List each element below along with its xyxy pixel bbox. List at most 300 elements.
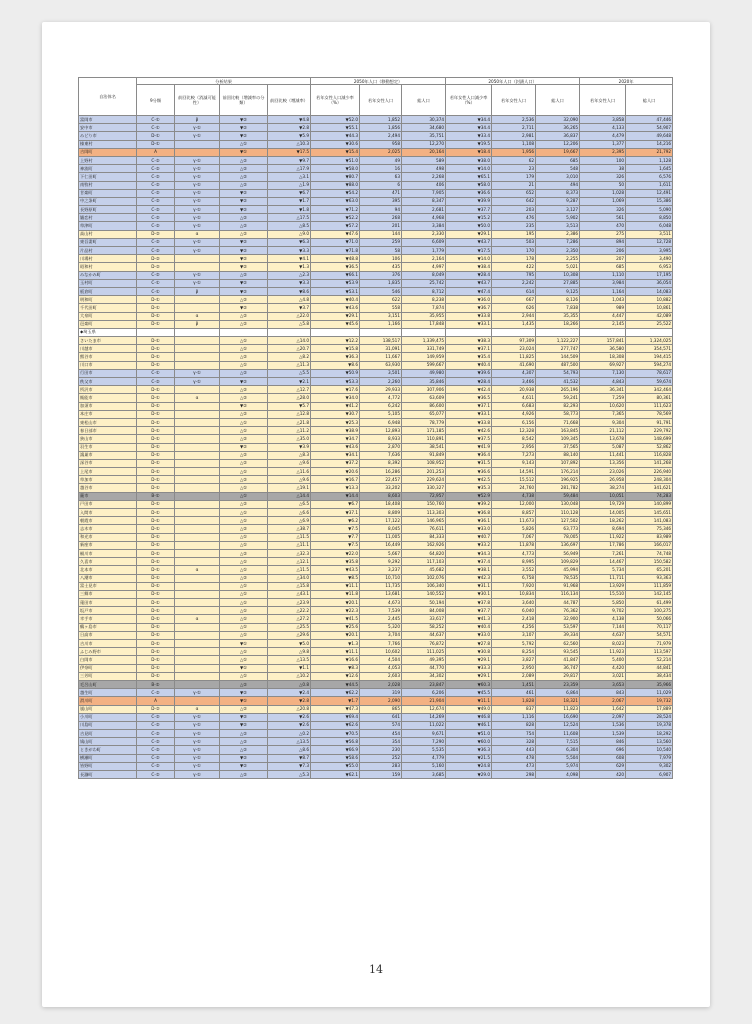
cell-rate-a: ▼15.4: [311, 148, 360, 156]
cell-women-b: 2,418: [492, 615, 536, 623]
cell-prev-compare: γ-①: [175, 197, 220, 205]
table-row: [79, 599, 673, 607]
cell-name: 深谷市: [79, 459, 137, 467]
cell-prev-rate: △38.7: [268, 525, 311, 533]
cell-total-a: 406: [402, 181, 446, 189]
cell-prev-compare: [175, 337, 220, 345]
cell-women-2020: 11,441: [580, 451, 626, 459]
cell-name: 長野原町: [79, 206, 137, 214]
cell-women-2020: 9,702: [580, 607, 626, 615]
cell-prev-type: ▼①: [220, 697, 268, 705]
cell-prev-compare: γ-①: [175, 730, 220, 738]
cell-name: 東松山市: [79, 418, 137, 426]
cell-class: C-②: [137, 165, 175, 173]
cell-total-a: 8,238: [402, 296, 446, 304]
table-row: [79, 451, 673, 459]
cell-class: D-①: [137, 484, 175, 492]
cell-prev-rate: ▼2.6: [268, 721, 311, 729]
cell-rate-a: ▼29.1: [311, 312, 360, 320]
cell-women-b: 2,089: [492, 672, 536, 680]
cell-women-b: 4,773: [492, 549, 536, 557]
cell-total-a: 49,395: [402, 656, 446, 664]
cell-rate-a: ▼57.2: [311, 222, 360, 230]
cell-prev-compare: α: [175, 230, 220, 238]
table-row: [79, 607, 673, 615]
cell-women-b: 461: [492, 689, 536, 697]
cell-total-b: 5,021: [536, 263, 580, 271]
cell-total-a: 599,667: [402, 361, 446, 369]
cell-women-b: 23,024: [492, 345, 536, 353]
cell-women-2020: 5,850: [580, 599, 626, 607]
cell-prev-type: △①: [220, 361, 268, 369]
cell-prev-compare: [175, 386, 220, 394]
cell-women-b: 2,981: [492, 132, 536, 140]
page-number: 14: [369, 963, 383, 976]
header-prev-type: 前回比較（増減率の分類）: [220, 85, 268, 116]
cell-total-a: 84,333: [402, 533, 446, 541]
cell-name: 高山村: [79, 230, 137, 238]
cell-prev-type: ▼②: [220, 255, 268, 263]
cell-women-a: 8,392: [360, 459, 402, 467]
cell-rate-a: ▼51.0: [311, 156, 360, 164]
cell-women-a: 8,603: [360, 492, 402, 500]
cell-women-a: 9,292: [360, 558, 402, 566]
cell-total-b: 18,266: [536, 320, 580, 328]
cell-women-2020: 843: [580, 689, 626, 697]
cell-prev-compare: [175, 353, 220, 361]
cell-rate-a: ▼8.6: [311, 361, 360, 369]
cell-women-b: 6,040: [492, 607, 536, 615]
cell-prev-compare: γ-①: [175, 181, 220, 189]
cell-rate-b: ▼41.3: [446, 615, 492, 623]
cell-rate-a: ▼71.8: [311, 247, 360, 255]
cell-women-b: 7,273: [492, 451, 536, 459]
table-row: [79, 328, 673, 336]
cell-total-b: 109,345: [536, 435, 580, 443]
table-row: [79, 386, 673, 394]
cell-women-a: 12,893: [360, 427, 402, 435]
cell-women-a: 471: [360, 189, 402, 197]
cell-women-a: 63: [360, 173, 402, 181]
cell-women-a: 8,045: [360, 525, 402, 533]
cell-women-a: 6: [360, 181, 402, 189]
table-row: [79, 541, 673, 549]
cell-prev-rate: △12.7: [268, 386, 311, 394]
cell-name: 鶴ヶ島市: [79, 623, 137, 631]
cell-rate-b: ▼33.1: [446, 320, 492, 328]
cell-women-2020: 2,097: [580, 713, 626, 721]
header-total-a: 総人口: [402, 85, 446, 116]
cell-women-a: 11,667: [360, 353, 402, 361]
cell-women-2020: 3,984: [580, 279, 626, 287]
cell-women-a: 16: [360, 165, 402, 173]
cell-total-2020: 54,571: [626, 631, 673, 639]
cell-total-2020: 7,979: [626, 754, 673, 762]
cell-women-a: 376: [360, 271, 402, 279]
table-row: [79, 394, 673, 402]
cell-class: A: [137, 148, 175, 156]
cell-women-b: 14,591: [492, 468, 536, 476]
cell-women-b: 1,828: [492, 697, 536, 705]
cell-total-2020: 13,560: [626, 738, 673, 746]
cell-total-b: 265,196: [536, 386, 580, 394]
cell-total-2020: 71,979: [626, 640, 673, 648]
cell-rate-b: ▼39.9: [446, 197, 492, 205]
cell-class: D-①: [137, 640, 175, 648]
cell-total-b: 76,362: [536, 607, 580, 615]
cell-rate-b: ▼43.7: [446, 279, 492, 287]
cell-rate-a: [311, 328, 360, 336]
cell-prev-compare: γ-①: [175, 369, 220, 377]
cell-women-2020: 4,138: [580, 615, 626, 623]
cell-rate-a: ▼13.3: [311, 484, 360, 492]
cell-women-2020: 21,112: [580, 427, 626, 435]
cell-rate-b: ▼60.3: [446, 680, 492, 688]
cell-total-a: 140,552: [402, 590, 446, 598]
cell-prev-rate: △11.3: [268, 361, 311, 369]
cell-rate-b: ▼37.5: [446, 435, 492, 443]
cell-rate-b: ▼27.8: [446, 640, 492, 648]
cell-women-a: 6,242: [360, 402, 402, 410]
cell-prev-compare: γ-①: [175, 689, 220, 697]
cell-total-2020: 12,728: [626, 238, 673, 246]
cell-prev-rate: ▼8.7: [268, 754, 311, 762]
cell-total-b: 59,241: [536, 394, 580, 402]
cell-women-a: 10,710: [360, 574, 402, 582]
cell-women-b: 6,758: [492, 574, 536, 582]
cell-prev-type: △②: [220, 181, 268, 189]
cell-total-a: 72,957: [402, 492, 446, 500]
cell-prev-rate: △9.6: [268, 476, 311, 484]
cell-prev-rate: △5.3: [268, 771, 311, 779]
cell-class: [137, 328, 175, 336]
cell-women-2020: 38: [580, 165, 626, 173]
cell-prev-compare: [175, 255, 220, 263]
cell-women-2020: 10,620: [580, 402, 626, 410]
cell-prev-type: ▼②: [220, 124, 268, 132]
cell-total-2020: 354,571: [626, 345, 673, 353]
cell-name: 桶川市: [79, 549, 137, 557]
cell-name: 明和町: [79, 296, 137, 304]
cell-name: 加須市: [79, 402, 137, 410]
cell-rate-a: ▼47.3: [311, 705, 360, 713]
cell-rate-a: ▼52.0: [311, 116, 360, 124]
cell-rate-a: ▼63.0: [311, 197, 360, 205]
cell-total-2020: [626, 328, 673, 336]
cell-total-b: 36,747: [536, 664, 580, 672]
cell-women-2020: 1,539: [580, 730, 626, 738]
cell-class: D-①: [137, 476, 175, 484]
cell-prev-compare: γ-①: [175, 189, 220, 197]
cell-prev-type: ▼②: [220, 713, 268, 721]
header-women-a: 若年女性人口: [360, 85, 402, 116]
cell-women-b: 3,827: [492, 656, 536, 664]
cell-women-b: 8,995: [492, 558, 536, 566]
cell-total-b: 88,140: [536, 451, 580, 459]
cell-prev-type: △②: [220, 173, 268, 181]
cell-women-2020: 5,734: [580, 566, 626, 574]
cell-name: さいたま市: [79, 337, 137, 345]
cell-prev-rate: ▼3.7: [268, 304, 311, 312]
cell-name: 横瀬町: [79, 754, 137, 762]
cell-class: D-①: [137, 566, 175, 574]
cell-prev-compare: γ-①: [175, 271, 220, 279]
cell-rate-b: ▼29.1: [446, 656, 492, 664]
cell-prev-rate: ▼5.9: [268, 132, 311, 140]
cell-name: 行田市: [79, 369, 137, 377]
cell-total-b: 8,373: [536, 189, 580, 197]
cell-total-a: 25,742: [402, 279, 446, 287]
cell-class: C-②: [137, 156, 175, 164]
cell-women-2020: 1,110: [580, 271, 626, 279]
cell-prev-compare: γ-①: [175, 762, 220, 770]
cell-women-b: 15,512: [492, 476, 536, 484]
cell-prev-rate: △27.2: [268, 615, 311, 623]
cell-total-a: 7,290: [402, 738, 446, 746]
cell-rate-a: ▼70.5: [311, 730, 360, 738]
cell-prev-compare: [175, 680, 220, 688]
cell-women-b: 478: [492, 754, 536, 762]
cell-women-2020: 11,711: [580, 574, 626, 582]
cell-total-b: 6,864: [536, 689, 580, 697]
cell-total-2020: 1,645: [626, 165, 673, 173]
cell-rate-a: ▼14.4: [311, 492, 360, 500]
cell-women-2020: 157,841: [580, 337, 626, 345]
cell-total-b: 23,359: [536, 680, 580, 688]
cell-name: 嵐山町: [79, 705, 137, 713]
cell-women-b: 1,116: [492, 713, 536, 721]
table-row: [79, 132, 673, 140]
cell-prev-type: ▼②: [220, 247, 268, 255]
cell-prev-rate: ▼9.7: [268, 156, 311, 164]
cell-women-b: 2,950: [492, 664, 536, 672]
cell-prev-compare: α: [175, 615, 220, 623]
cell-women-a: 11,735: [360, 582, 402, 590]
cell-women-b: 754: [492, 730, 536, 738]
cell-total-b: 37,565: [536, 443, 580, 451]
cell-prev-type: △①: [220, 541, 268, 549]
cell-rate-b: ▼37.1: [446, 402, 492, 410]
cell-total-2020: 111,623: [626, 402, 673, 410]
cell-prev-rate: ▼2.6: [268, 713, 311, 721]
cell-rate-b: ▼42.4: [446, 386, 492, 394]
cell-total-a: 3,384: [402, 222, 446, 230]
cell-class: C-②: [137, 181, 175, 189]
cell-women-2020: 989: [580, 304, 626, 312]
cell-rate-b: ▼40.4: [446, 361, 492, 369]
cell-class: D-①: [137, 517, 175, 525]
cell-prev-compare: γ-①: [175, 771, 220, 779]
cell-total-2020: 3,490: [626, 255, 673, 263]
cell-rate-a: ▼47.6: [311, 230, 360, 238]
cell-women-2020: 4,420: [580, 664, 626, 672]
cell-rate-b: ▼37.8: [446, 599, 492, 607]
table-row: [79, 369, 673, 377]
cell-total-2020: 19,378: [626, 721, 673, 729]
cell-rate-b: ▼47.4: [446, 287, 492, 295]
cell-rate-a: ▼30.7: [311, 410, 360, 418]
cell-total-2020: 52,862: [626, 443, 673, 451]
cell-total-2020: 142,145: [626, 590, 673, 598]
cell-prev-type: △②: [220, 680, 268, 688]
cell-name: 毛呂山町: [79, 680, 137, 688]
cell-prev-rate: △8.2: [268, 353, 311, 361]
cell-women-a: 3,237: [360, 566, 402, 574]
cell-total-a: 7,905: [402, 189, 446, 197]
cell-prev-compare: [175, 427, 220, 435]
cell-women-a: 13,681: [360, 590, 402, 598]
cell-rate-a: ▼88.0: [311, 181, 360, 189]
cell-prev-type: [220, 328, 268, 336]
cell-total-b: 5,504: [536, 754, 580, 762]
cell-prev-type: △①: [220, 599, 268, 607]
cell-rate-b: ▼50.0: [446, 222, 492, 230]
cell-name: 蕨市: [79, 492, 137, 500]
cell-name: 上野村: [79, 156, 137, 164]
cell-prev-type: ▼②: [220, 206, 268, 214]
cell-women-2020: 561: [580, 214, 626, 222]
cell-name: 川島町: [79, 721, 137, 729]
cell-total-a: 20,164: [402, 148, 446, 156]
cell-prev-rate: △12.1: [268, 558, 311, 566]
cell-rate-b: ▼33.8: [446, 418, 492, 426]
cell-prev-compare: γ-①: [175, 754, 220, 762]
cell-women-2020: 1,043: [580, 296, 626, 304]
cell-women-a: 958: [360, 140, 402, 148]
cell-total-2020: 80,361: [626, 394, 673, 402]
cell-class: C-②: [137, 721, 175, 729]
cell-prev-rate: △0.2: [268, 730, 311, 738]
cell-total-b: 5,902: [536, 214, 580, 222]
cell-total-a: 8,347: [402, 197, 446, 205]
cell-total-a: 78,779: [402, 418, 446, 426]
cell-name: 鴻巣市: [79, 451, 137, 459]
cell-women-a: 11,005: [360, 533, 402, 541]
cell-total-2020: 74,283: [626, 492, 673, 500]
cell-total-a: 4,997: [402, 263, 446, 271]
cell-rate-b: ▼42.6: [446, 427, 492, 435]
cell-total-b: 32,900: [536, 615, 580, 623]
cell-rate-a: ▼15.8: [311, 345, 360, 353]
cell-total-b: 91,968: [536, 582, 580, 590]
cell-women-b: 170: [492, 247, 536, 255]
cell-prev-type: △②: [220, 353, 268, 361]
cell-name: 板倉町: [79, 287, 137, 295]
cell-prev-type: △②: [220, 156, 268, 164]
cell-rate-b: ▼24.8: [446, 762, 492, 770]
cell-women-2020: 38,274: [580, 484, 626, 492]
cell-total-b: 16,690: [536, 713, 580, 721]
cell-prev-rate: △29.6: [268, 631, 311, 639]
cell-prev-type: △②: [220, 705, 268, 713]
header-rate-a: 若年女性人口減少率（%）: [311, 85, 360, 116]
cell-women-a: 6,948: [360, 418, 402, 426]
cell-class: D-①: [137, 509, 175, 517]
cell-prev-compare: [175, 664, 220, 672]
cell-women-a: 94: [360, 206, 402, 214]
cell-prev-compare: γ-①: [175, 206, 220, 214]
cell-rate-a: ▼41.5: [311, 615, 360, 623]
cell-rate-b: ▼28.4: [446, 271, 492, 279]
cell-prev-compare: [175, 631, 220, 639]
header-rate-b: 若年女性人口減少率（%）: [446, 85, 492, 116]
cell-total-b: 36,265: [536, 124, 580, 132]
cell-women-2020: 275: [580, 230, 626, 238]
cell-prev-rate: ▼3.3: [268, 279, 311, 287]
table-row: [79, 287, 673, 295]
cell-prev-compare: [175, 607, 220, 615]
cell-women-a: 8,933: [360, 435, 402, 443]
cell-women-2020: 5,087: [580, 443, 626, 451]
cell-women-b: 5,792: [492, 640, 536, 648]
cell-total-b: 2,350: [536, 247, 580, 255]
cell-total-a: 113,303: [402, 509, 446, 517]
cell-prev-type: △①: [220, 582, 268, 590]
cell-prev-type: ▼②: [220, 721, 268, 729]
cell-class: D-①: [137, 590, 175, 598]
cell-prev-compare: [175, 492, 220, 500]
cell-prev-rate: ▼7.3: [268, 762, 311, 770]
cell-women-b: 4,611: [492, 394, 536, 402]
cell-total-b: 44,787: [536, 599, 580, 607]
cell-women-a: 29,933: [360, 386, 402, 394]
cell-rate-b: [446, 328, 492, 336]
cell-rate-a: ▼58.6: [311, 754, 360, 762]
table-row: [79, 705, 673, 713]
cell-women-a: 159: [360, 771, 402, 779]
cell-women-2020: 26,958: [580, 476, 626, 484]
cell-name: 小川町: [79, 713, 137, 721]
cell-women-2020: 11,923: [580, 648, 626, 656]
cell-rate-a: ▼45.6: [311, 320, 360, 328]
cell-rate-b: ▼51.0: [446, 730, 492, 738]
cell-total-2020: 6,576: [626, 173, 673, 181]
cell-women-b: 4,307: [492, 369, 536, 377]
cell-class: C-②: [137, 247, 175, 255]
cell-women-a: 8,809: [360, 509, 402, 517]
cell-class: D-①: [137, 615, 175, 623]
cell-prev-rate: △20.7: [268, 345, 311, 353]
cell-rate-a: ▼54.2: [311, 189, 360, 197]
cell-women-b: 837: [492, 705, 536, 713]
cell-prev-compare: [175, 443, 220, 451]
cell-rate-a: ▼53.9: [311, 279, 360, 287]
cell-prev-type: ▼②: [220, 132, 268, 140]
cell-prev-rate: △14.4: [268, 492, 311, 500]
cell-women-2020: 7,259: [580, 394, 626, 402]
cell-prev-compare: α: [175, 705, 220, 713]
cell-rate-a: ▼1.3: [311, 640, 360, 648]
cell-total-b: 109,829: [536, 558, 580, 566]
cell-rate-a: ▼43.6: [311, 443, 360, 451]
cell-total-a: 38,541: [402, 443, 446, 451]
table-row: [79, 279, 673, 287]
cell-rate-b: ▼36.5: [446, 394, 492, 402]
cell-women-b: 652: [492, 189, 536, 197]
cell-rate-b: ▼33.8: [446, 312, 492, 320]
cell-prev-compare: [175, 500, 220, 508]
cell-women-2020: 18,308: [580, 353, 626, 361]
cell-total-b: 93,545: [536, 648, 580, 656]
cell-prev-rate: ▼1.7: [268, 197, 311, 205]
cell-class: D-①: [137, 558, 175, 566]
cell-total-b: 2,255: [536, 255, 580, 263]
table-row: [79, 418, 673, 426]
header-women-2020: 若年女性人口: [580, 85, 626, 116]
cell-rate-b: ▼35.3: [446, 484, 492, 492]
cell-women-2020: 19,729: [580, 500, 626, 508]
cell-rate-a: ▼41.2: [311, 402, 360, 410]
